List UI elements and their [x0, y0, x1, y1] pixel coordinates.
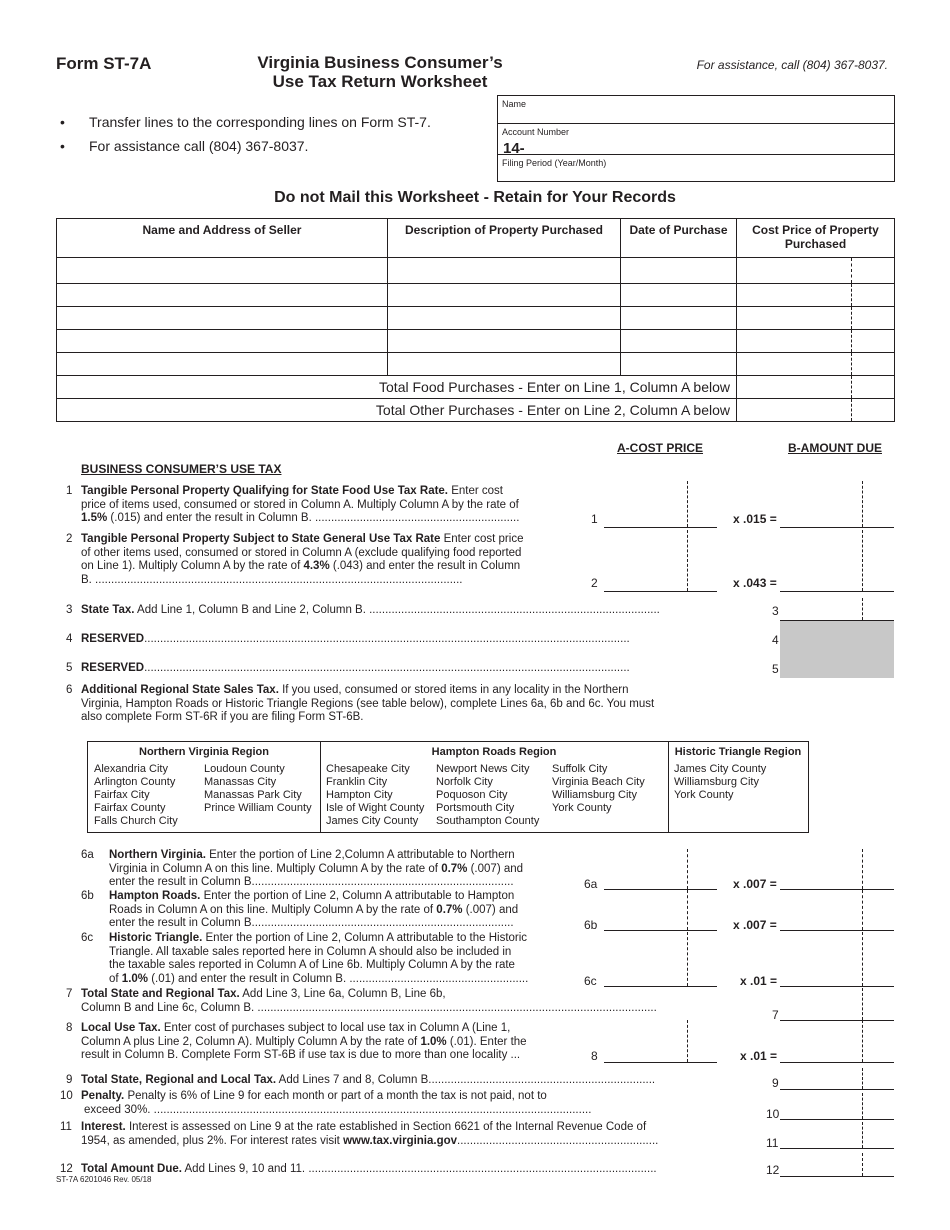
cell[interactable] [621, 307, 737, 330]
cents-divider [862, 1020, 863, 1062]
cents-divider [862, 988, 863, 1020]
line-2-col-a[interactable] [604, 591, 717, 592]
total-food-cell[interactable] [737, 376, 895, 399]
line-6a-col-b[interactable] [780, 889, 894, 890]
list-item: Fairfax City [94, 789, 150, 801]
purchases-table [56, 218, 895, 422]
cents-divider [862, 1068, 863, 1089]
account-number-value: 14- [503, 140, 525, 157]
total-other-label: Total Other Purchases - Enter on Line 2, Column A below [57, 399, 737, 422]
cents-divider [687, 530, 688, 591]
bullet-item: • Transfer lines to the corresponding lines on Form ST-7. [60, 114, 431, 130]
line-8-col-b[interactable] [780, 1062, 894, 1063]
line-8-col-a[interactable] [604, 1062, 717, 1063]
line-5-b-label: 5 [772, 662, 779, 676]
line-6b-col-b[interactable] [780, 930, 894, 931]
line-10-text: Penalty. Penalty is 6% of Line 9 for each month or part of a month the tax is not paid, not to exceed 30%. ......................................................................................................................................... [81, 1090, 592, 1116]
line-1-col-a[interactable] [604, 527, 717, 528]
list-item: Falls Church City [94, 815, 178, 827]
line-7-col-b[interactable] [780, 1020, 894, 1021]
col-cost: Cost Price of Property Purchased [737, 219, 895, 258]
line-6b-col-a[interactable] [604, 930, 717, 931]
hampton-roads-region [320, 742, 669, 832]
line-2-number: 2 [66, 533, 73, 545]
line-1-text: Tangible Personal Property Qualifying for State Food Use Tax Rate. Enter cost price of items used, consumed or stored in Column A. Multiply Column A by the rate of 1.5% (.015) and enter the result in Column B. ................................................................ [81, 485, 520, 524]
reserved-shading [780, 621, 894, 678]
table-header-row [57, 219, 895, 258]
line-6a-rate: x .007 = [733, 877, 777, 891]
list-item: Portsmouth City [436, 802, 515, 814]
bullet-item: • For assistance call (804) 367-8037. [60, 138, 309, 154]
cell[interactable] [57, 330, 388, 353]
line-1-number: 1 [66, 485, 73, 497]
line-7-number: 7 [66, 988, 73, 1000]
col-seller: Name and Address of Seller [57, 219, 388, 258]
total-other-cell[interactable] [737, 399, 895, 422]
line-6b-text: Hampton Roads. Enter the portion of Line 2, Column A attributable to Hampton Roads in Column A on this line. Multiply Column A by the rate of 0.7% (.007) and enter the result in Column B.................................................................................. [109, 890, 519, 929]
list-item: Newport News City [436, 763, 530, 775]
line-8-text: Local Use Tax. Enter cost of purchases subject to local use tax in Column A (Line 1, Column A plus Line 2, Column A). Multiply Column A by the rate of 1.0% (.01). Enter the result in Column B. Complete Form ST-6B if use tax is due to more than one locality ... [81, 1022, 527, 1061]
cents-divider [687, 932, 688, 986]
table-row[interactable] [57, 307, 895, 330]
line-11-text: Interest. Interest is assessed on Line 9 at the rate established in Section 6621 of the Internal Revenue Code of 1954, as amended, plus 2%. For interest rates visit www.tax.virginia.gov............................................................... [81, 1121, 659, 1147]
list-item: York County [552, 802, 612, 814]
form-id: Form ST-7A [56, 54, 152, 73]
line-2-a-label: 2 [591, 576, 598, 590]
account-number-field[interactable]: Account Number [498, 124, 894, 155]
cents-divider [862, 481, 863, 527]
region-list [326, 763, 424, 828]
cents-divider [862, 890, 863, 930]
cents-divider [862, 932, 863, 986]
table-row[interactable] [57, 330, 895, 353]
cents-divider [862, 849, 863, 889]
total-other-row [57, 399, 895, 422]
historic-triangle-region [668, 742, 808, 832]
line-9-number: 9 [66, 1074, 73, 1086]
taxpayer-id-box [497, 95, 895, 182]
cell[interactable] [57, 353, 388, 376]
line-10-b-label: 10 [766, 1107, 780, 1121]
column-a-header: A-COST PRICE [617, 441, 704, 455]
list-item: Poquoson City [436, 789, 508, 801]
line-8-rate: x .01 = [740, 1049, 778, 1063]
cents-divider [687, 849, 688, 889]
list-item: Norfolk City [436, 776, 493, 788]
line-5-number: 5 [66, 662, 73, 674]
line-9-col-b[interactable] [780, 1089, 894, 1090]
list-item: Fairfax County [94, 802, 166, 814]
cell[interactable] [57, 307, 388, 330]
list-item: Southampton County [436, 815, 540, 827]
instruction-bullets [60, 114, 431, 162]
line-4-number: 4 [66, 633, 73, 645]
cell[interactable] [737, 307, 895, 330]
col-date: Date of Purchase [621, 219, 737, 258]
line-6b-number: 6b [81, 890, 94, 902]
line-2-rate: x .043 = [733, 576, 777, 590]
line-3-b-label: 3 [772, 604, 779, 618]
line-6a-number: 6a [81, 849, 94, 861]
line-9-text: Total State, Regional and Local Tax. Add Lines 7 and 8, Column B....................................................................... [81, 1074, 656, 1086]
line-4-b-label: 4 [772, 633, 779, 647]
list-item: Virginia Beach City [552, 776, 645, 788]
line-6c-text: Historic Triangle. Enter the portion of Line 2, Column A attributable to the Historic Triangle. All taxable sales reported here in Column A should also be included in the taxable sales reported in Column A of Line 6b. Multiply Column A by the rate of 1.0% (.01) and enter the result in Column B. ........................................................ [109, 932, 529, 985]
line-12-text: Total Amount Due. Add Lines 9, 10 and 11. ............................................................................................................. [81, 1163, 657, 1175]
line-7-text: Total State and Regional Tax. Add Line 3, Line 6a, Column B, Line 6b, Column B and Line 6c, Column B. ............................................................................................................................. [81, 988, 657, 1014]
line-5-text: RESERVED........................................................................................................................................................ [81, 662, 630, 674]
line-6-text: Additional Regional State Sales Tax. If you used, consumed or stored items in any locality in the Northern Virginia, Hampton Roads or Historic Triangle Regions (see table below), complete Lines 6a, 6b and 6c. You must also complete Form ST-6R if you are filing Form ST-6B. [81, 684, 655, 723]
col-description: Description of Property Purchased [388, 219, 621, 258]
table-row[interactable] [57, 258, 895, 284]
line-6c-number: 6c [81, 932, 94, 944]
line-11-col-b[interactable] [780, 1148, 894, 1149]
form-revision: ST-7A 6201046 Rev. 05/18 [56, 1175, 152, 1184]
list-item: Hampton City [326, 789, 393, 801]
cell[interactable] [737, 330, 895, 353]
line-9-b-label: 9 [772, 1076, 779, 1090]
list-item: James City County [326, 815, 419, 827]
line-6c-rate: x .01 = [740, 974, 778, 988]
cents-divider [687, 890, 688, 930]
list-item: Alexandria City [94, 763, 168, 775]
name-field[interactable]: Name [498, 96, 894, 124]
line-6c-col-a[interactable] [604, 986, 717, 987]
form-title [230, 53, 530, 91]
line-6c-col-b[interactable] [780, 986, 894, 987]
line-11-b-label: 11 [766, 1136, 779, 1150]
list-item: Prince William County [204, 802, 312, 814]
list-item: Arlington County [94, 776, 176, 788]
title-line-1: Virginia Business Consumer’s [257, 53, 503, 72]
northern-virginia-region [88, 742, 321, 832]
line-2-text: Tangible Personal Property Subject to State General Use Tax Rate Enter cost price of other items used, consumed or stored in Column A (exclude qualifying food reported on Line 1). Multiply Column A by the rate of 4.3% (.043) and enter the result in Column B. ................................................................................................................... [81, 533, 524, 586]
line-3-text: State Tax. Add Line 1, Column B and Line 2, Column B. ........................................................................................... [81, 604, 660, 616]
cents-divider [687, 481, 688, 527]
line-12-number: 12 [60, 1163, 73, 1175]
assistance-note: For assistance, call (804) 367-8037. [696, 58, 888, 72]
cents-divider [687, 1020, 688, 1062]
region-list [204, 763, 312, 815]
cell[interactable] [737, 284, 895, 307]
line-10-col-b[interactable] [780, 1119, 894, 1120]
line-1-rate: x .015 = [733, 512, 777, 526]
cents-divider [862, 598, 863, 620]
line-7-b-label: 7 [772, 1008, 779, 1022]
cents-divider [862, 1122, 863, 1148]
list-item: James City County [674, 763, 767, 775]
list-item: Franklin City [326, 776, 388, 788]
cents-divider [862, 1153, 863, 1176]
title-line-2: Use Tax Return Worksheet [272, 72, 488, 91]
table-row[interactable] [57, 284, 895, 307]
line-6a-col-a[interactable] [604, 889, 717, 890]
table-row[interactable] [57, 353, 895, 376]
line-12-b-label: 12 [766, 1163, 780, 1177]
section-title: BUSINESS CONSUMER’S USE TAX [81, 462, 282, 476]
cell[interactable] [388, 258, 621, 284]
region-title: Hampton Roads Region [431, 746, 557, 758]
region-list [436, 763, 539, 828]
cell[interactable] [737, 353, 895, 376]
total-food-row [57, 376, 895, 399]
line-6c-a-label: 6c [584, 974, 597, 988]
cell[interactable] [388, 307, 621, 330]
cell[interactable] [388, 284, 621, 307]
line-6a-a-label: 6a [584, 877, 598, 891]
cell[interactable] [621, 258, 737, 284]
list-item: York County [674, 789, 734, 801]
line-2-col-b[interactable] [780, 591, 894, 592]
column-b-header: B-AMOUNT DUE [788, 441, 882, 455]
retain-notice: Do not Mail this Worksheet - Retain for Your Records [274, 189, 676, 206]
line-6b-rate: x .007 = [733, 918, 777, 932]
filing-period-field[interactable]: Filing Period (Year/Month) [502, 158, 607, 168]
list-item: Suffolk City [552, 763, 608, 775]
line-8-number: 8 [66, 1022, 73, 1034]
total-food-label: Total Food Purchases - Enter on Line 1, Column A below [57, 376, 737, 399]
line-8-a-label: 8 [591, 1049, 598, 1063]
list-item: Williamsburg City [674, 776, 759, 788]
regions-table [87, 741, 809, 833]
cell[interactable] [737, 258, 895, 284]
line-6a-text: Northern Virginia. Enter the portion of Line 2,Column A attributable to Northern Virginia in Column A on this line. Multiply Column A by the rate of 0.7% (.007) and enter the result in Column B.................................................................................. [109, 849, 524, 888]
list-item: Isle of Wight County [326, 802, 425, 814]
line-4-text: RESERVED........................................................................................................................................................ [81, 633, 630, 645]
line-3-number: 3 [66, 604, 73, 616]
cell[interactable] [388, 353, 621, 376]
line-6-number: 6 [66, 684, 73, 696]
cents-divider [862, 1093, 863, 1119]
line-12-col-b[interactable] [780, 1176, 894, 1177]
line-1-a-label: 1 [591, 512, 598, 526]
region-list [94, 763, 178, 828]
list-item: Manassas City [204, 776, 277, 788]
line-11-number: 11 [60, 1121, 72, 1133]
cell[interactable] [621, 353, 737, 376]
list-item: Loudoun County [204, 763, 285, 775]
list-item: Chesapeake City [326, 763, 410, 775]
line-10-number: 10 [60, 1090, 73, 1102]
line-6b-a-label: 6b [584, 918, 598, 932]
region-title: Historic Triangle Region [674, 746, 802, 758]
line-1-col-b[interactable] [780, 527, 894, 528]
region-title: Northern Virginia Region [139, 746, 269, 758]
cell[interactable] [621, 284, 737, 307]
cell[interactable] [621, 330, 737, 353]
region-list [552, 763, 645, 815]
cell[interactable] [57, 258, 388, 284]
cents-divider [862, 530, 863, 591]
cell[interactable] [388, 330, 621, 353]
region-list [674, 763, 766, 802]
list-item: Manassas Park City [204, 789, 302, 801]
list-item: Williamsburg City [552, 789, 637, 801]
cell[interactable] [57, 284, 388, 307]
